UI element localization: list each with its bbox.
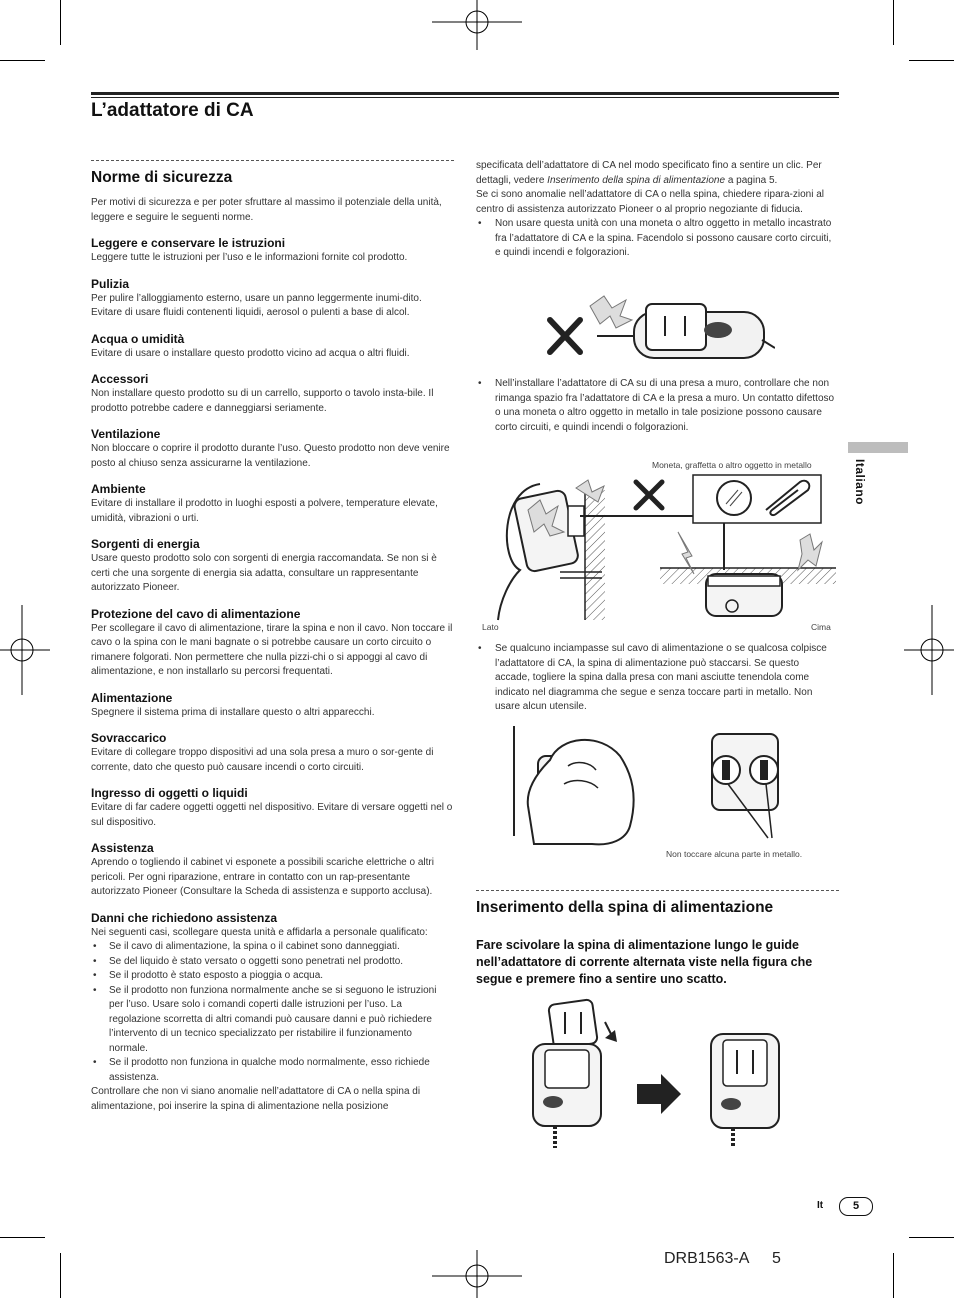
- crop-mark: [0, 1237, 45, 1238]
- safety-text: Evitare di collegare troppo dispositivi ad una sola presa a muro o sor-gente di corrente, dato che questo può causare incendi o corto circuiti.: [91, 747, 434, 773]
- safety-title: Ambiente: [91, 482, 146, 496]
- figure-insert-plug-steps: [525, 998, 795, 1150]
- safety-title: Leggere e conservare le istruzioni: [91, 236, 286, 250]
- safety-text: Non installare questo prodotto su di un carrello, supporto o tavolo insta-bile. Il prodotto potrebbe cadere e danneggiarsi seriamente.: [91, 388, 434, 414]
- footer-language: It: [817, 1200, 824, 1211]
- safety-text: Nei seguenti casi, scollegare questa unità e affidarla a personale qualificato:: [91, 926, 428, 938]
- document-code: DRB1563-A: [664, 1250, 750, 1267]
- right-text-top: [476, 159, 836, 261]
- language-label: Italiano: [853, 459, 867, 506]
- registration-mark-right: [904, 605, 954, 695]
- list-item: • Se del liquido è stato versato o oggetti sono penetrati nel prodotto.: [91, 955, 453, 970]
- language-tab: [848, 442, 908, 453]
- section-divider: [91, 160, 454, 161]
- bullet-list: [476, 377, 836, 435]
- plug-head: [646, 304, 706, 350]
- plug-head: [548, 999, 598, 1049]
- document-page: 5: [772, 1250, 781, 1267]
- crop-mark: [60, 1253, 61, 1298]
- insert-plug-instruction: Fare scivolare la spina di alimentazione lungo le guide nell’adattatore di corrente alternata viste nella figura che segue e premere fino a sentire uno scatto.: [476, 938, 813, 986]
- crop-mark: [893, 1253, 894, 1298]
- safety-text: Evitare di usare o installare questo prodotto vicino ad acqua o altri fluidi.: [91, 347, 410, 359]
- safety-title: Accessori: [91, 372, 149, 386]
- anomalies-text: Se ci sono anomalie nell’adattatore di CA o nella spina, chiedere ripara-zioni al centro di assistenza autorizzato Pioneer o al proprio negoziante di fiducia.: [476, 189, 824, 215]
- list-item: • Nell’installare l’adattatore di CA su di una presa a muro, controllare che non rimanga spazio fra l’adattatore di CA e la presa a muro. Un contatto difettoso o una moneta o altro oggetto in metallo in tale posizione possono causare corto circuiti, e quindi incendi o folgorazioni.: [476, 377, 836, 435]
- safety-text: Evitare di installare il prodotto in luoghi esposti a polvere, temperature elevate, umidità, vibrazioni o urti.: [91, 498, 438, 524]
- safety-text: Leggere tutte le istruzioni per l’uso e le informazioni fornite col prodotto.: [91, 252, 408, 263]
- safety-text: Evitare di far cadere oggetti oggetti nel dispositivo. Evitare di versare oggetti nel o sul dispositivo.: [91, 802, 453, 828]
- list-item: • Non usare questa unità con una moneta o altro oggetto in metallo incastrato fra l’adattatore di CA e la spina. Facendolo si possono causare corto circuiti, e quindi incendi e folgorazioni.: [476, 217, 836, 261]
- safety-title: Alimentazione: [91, 690, 173, 705]
- figure-label-top: Cima: [811, 622, 831, 632]
- safety-title: Ventilazione: [91, 427, 161, 441]
- figure-label-side: Lato: [482, 622, 499, 632]
- pioneer-logo-plate: [721, 1098, 741, 1110]
- safety-text: Spegnere il sistema prima di installare questo o altri apparecchi.: [91, 706, 375, 718]
- prohibited-icon: [636, 482, 662, 508]
- crop-mark: [60, 0, 61, 45]
- figure-caption-no-touch: Non toccare alcuna parte in metallo.: [666, 849, 803, 859]
- section-divider: [476, 890, 839, 891]
- figure-caption-metal: Moneta, graffetta o altro oggetto in metallo: [652, 460, 812, 470]
- prohibited-icon: [550, 320, 580, 352]
- pioneer-logo-plate: [704, 322, 732, 338]
- safety-sections: [91, 235, 453, 940]
- section-heading-safety: Norme di sicurezza: [91, 169, 233, 186]
- safety-title: Protezione del cavo di alimentazione: [91, 606, 301, 621]
- spark-icon: [590, 296, 632, 328]
- spark-icon: [798, 534, 822, 570]
- bullet-list: [476, 217, 836, 261]
- safety-text: Per scollegare il cavo di alimentazione, tirare la spina e non il cavo. Non toccare il cavo o la spina con le mani bagnate o si potrebbe causare un corto circuito o rimanere folgorati. Non permettere che nulla pizzi-chi o si appoggi al cavo di alimentazione, e non installarlo su percorsi frequentati.: [91, 622, 453, 677]
- closing-text: Controllare che non vi siano anomalie nell’adattatore di CA o nella spina di alimentazione, poi inserire la spina di alimentazione nella posizione: [91, 1086, 421, 1112]
- crop-mark: [909, 1237, 954, 1238]
- crop-mark: [0, 60, 45, 61]
- list-item: • Se il prodotto è stato esposto a pioggia o acqua.: [91, 969, 453, 984]
- safety-column: [91, 196, 453, 1114]
- coin-icon: [717, 481, 751, 515]
- figure-coin-warning: [540, 294, 775, 366]
- safety-title: Pulizia: [91, 276, 130, 291]
- damage-list: [91, 940, 453, 1085]
- safety-text: Usare questo prodotto solo con sorgenti di energia raccomandata. Se non si è certi che una sorgente di energia sia adatta, consultare un rappresentante autorizzato Pioneer.: [91, 553, 437, 593]
- list-item: • Se il prodotto non funziona in qualche modo normalmente, esso richiede assistenza.: [91, 1056, 453, 1085]
- list-item: • Se qualcuno inciampasse sul cavo di alimentazione o se qualcosa colpisce l’adattatore di CA, la spina di alimentazione può staccarsi. Se questo accade, togliere la spina dalla presa con mani asciutte tenendola come indicato nel diagramma che segue e senza toccare parti in metallo. Non usare alcun utensile.: [476, 642, 836, 715]
- safety-title: Assistenza: [91, 841, 154, 855]
- wall-side: [585, 490, 605, 620]
- figure-wall-socket: [480, 470, 840, 622]
- right-text-bullet3: [476, 642, 836, 715]
- safety-title: Acqua o umidità: [91, 331, 185, 346]
- title-rule-thin: [91, 97, 839, 98]
- continuation-text: specificata dell’adattatore di CA nel modo specificato fino a sentire un clic. Per dettagli, vedere Inserimento della spina di alimentazione a pagina 5.: [476, 160, 822, 186]
- registration-mark-left: [0, 605, 50, 695]
- list-item: • Se il cavo di alimentazione, la spina o il cabinet sono danneggiati.: [91, 940, 453, 955]
- safety-text: Aprendo o togliendo il cabinet vi esponete a possibili scariche elettriche o altri pericoli. Per ogni riparazione, entrare in contatto con un rap-presentante autorizzato Pioneer (Consultare la Scheda di assistenza e supporto acclusa).: [91, 857, 434, 897]
- page-title: L’adattatore di CA: [91, 100, 254, 121]
- metal-object-box: [693, 475, 821, 523]
- safety-title: Ingresso di oggetti o liquidi: [91, 786, 248, 800]
- plug-head: [568, 506, 584, 536]
- figure-remove-plug: [510, 726, 830, 850]
- right-text-bullet2: [476, 377, 836, 435]
- safety-title: Sorgenti di energia: [91, 537, 200, 551]
- safety-intro: Per motivi di sicurezza e per poter sfruttare al massimo il potenziale della unità, leggere e seguire le seguenti norme.: [91, 197, 442, 223]
- safety-text: Non bloccare o coprire il prodotto durante l’uso. Questo prodotto non deve venire posto al chiuso senza assicurarne la ventilazione.: [91, 443, 450, 469]
- crop-mark: [909, 60, 954, 61]
- section-heading-insert-plug: Inserimento della spina di alimentazione: [476, 899, 774, 916]
- step-arrow-icon: [637, 1074, 681, 1114]
- list-item: • Se il prodotto non funziona normalmente anche se si seguono le istruzioni per l’uso. Usare solo i comandi coperti dalle istruzioni per l’uso. La regolazione scorretta di altri comandi può causare danni e può richiedere l’intervento di un tecnico specializzato per ristabilire il funzionamento normale.: [91, 984, 453, 1057]
- title-rule: [91, 92, 839, 95]
- cross-reference-link: Inserimento della spina di alimentazione: [547, 174, 726, 186]
- registration-mark-top: [432, 0, 522, 50]
- pioneer-logo-plate: [543, 1096, 563, 1108]
- registration-mark-bottom: [432, 1250, 522, 1298]
- bullet-list: [476, 642, 836, 715]
- safety-title: Sovraccarico: [91, 731, 167, 745]
- safety-text: Per pulire l’alloggiamento esterno, usare un panno leggermente inumi-dito. Evitare di usare fluidi contenenti liquidi, aerosol o pulenti a base di alcol.: [91, 292, 422, 318]
- safety-title: Danni che richiedono assistenza: [91, 910, 278, 925]
- crop-mark: [893, 0, 894, 45]
- page-number: 5: [839, 1197, 873, 1216]
